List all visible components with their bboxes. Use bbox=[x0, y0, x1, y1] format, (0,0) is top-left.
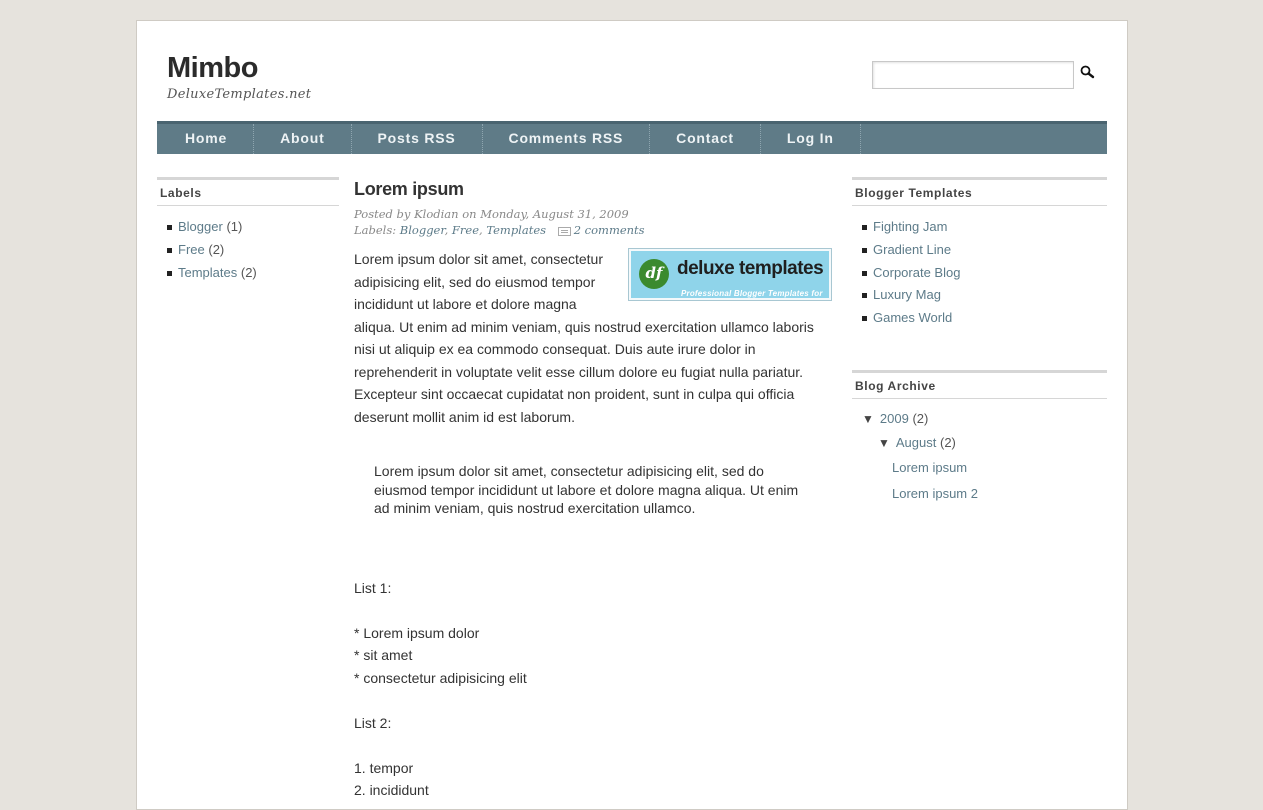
archive-month-row bbox=[862, 431, 1107, 455]
label-link-templates[interactable]: Templates bbox=[178, 264, 238, 280]
post-date: Monday, August 31, 2009 bbox=[480, 207, 629, 221]
archive-month-link[interactable]: August bbox=[895, 434, 937, 450]
archive-post-link[interactable]: Lorem ipsum 2 bbox=[892, 485, 978, 501]
list1-title: List 1: bbox=[354, 579, 392, 596]
post-byline bbox=[354, 206, 832, 222]
label-separator: , bbox=[444, 223, 452, 237]
comments-link[interactable]: 2 comments bbox=[573, 223, 645, 237]
post-title[interactable]: Lorem ipsum bbox=[354, 179, 464, 199]
template-item bbox=[862, 307, 1107, 330]
label-link-free[interactable]: Free bbox=[178, 241, 205, 257]
right-sidebar bbox=[852, 177, 1107, 507]
archive-post-link[interactable]: Lorem ipsum bbox=[892, 459, 968, 475]
blockquote: Lorem ipsum dolor sit amet, consectetur adipisicing elit, sed do eiusmod tempor incididunt ut labore et dolore magna aliqua. Ut enim ad minim veniam, quis nostrud exercitation ullamco. bbox=[374, 463, 799, 516]
blog-description: DeluxeTemplates.net bbox=[167, 87, 312, 102]
template-link-corporate-blog[interactable]: Corporate Blog bbox=[873, 264, 961, 280]
blogger-templates-title: Blogger Templates bbox=[852, 177, 1107, 206]
search-icon[interactable] bbox=[1079, 64, 1097, 82]
nav-log-in[interactable]: Log In bbox=[761, 124, 861, 154]
template-link-luxury-mag[interactable]: Luxury Mag bbox=[873, 287, 941, 303]
nav-posts-rss[interactable]: Posts RSS bbox=[352, 124, 483, 154]
list2-item: 2. incididunt bbox=[354, 782, 429, 798]
post-label-free[interactable]: Free bbox=[451, 223, 480, 237]
list1-item: * sit amet bbox=[354, 647, 413, 663]
template-item bbox=[862, 216, 1107, 239]
label-item bbox=[167, 216, 339, 239]
post-paragraph: Lorem ipsum dolor sit amet, consectetur adipisicing elit, sed do eiusmod tempor incididunt ut labore et dolore magna aliqua. Ut enim ad minim veniam, quis nostrud exercitation ullamco laboris nisi ut aliquip ex ea commodo consequat. Duis aute irure dolor in reprehenderit in voluptate velit esse cillum dolore eu fugiat nulla pariatur. Excepteur sint occaecat cupidatat non proident, sunt in culpa qui officia deserunt mollit anim id est laborum. bbox=[354, 251, 814, 425]
label-separator: , bbox=[479, 223, 487, 237]
post-labels bbox=[354, 222, 832, 239]
page-container bbox=[136, 20, 1128, 810]
blog-title[interactable]: Mimbo bbox=[167, 52, 258, 84]
labels-prefix: Labels: bbox=[354, 223, 400, 237]
list1-item: * Lorem ipsum dolor bbox=[354, 624, 480, 641]
banner-text: deluxe templates bbox=[677, 258, 824, 279]
blog-archive bbox=[852, 370, 1107, 507]
banner-subtext: Professional Blogger Templates for Free bbox=[681, 289, 823, 321]
blog-archive-title: Blog Archive bbox=[852, 370, 1107, 399]
template-item bbox=[862, 239, 1107, 262]
label-count: (2) bbox=[240, 264, 257, 280]
label-count: (2) bbox=[208, 241, 225, 257]
comment-icon bbox=[558, 227, 571, 236]
archive-post bbox=[862, 455, 1107, 481]
banner-inner bbox=[631, 251, 829, 321]
archive-year-count: (2) bbox=[912, 410, 929, 426]
search-input[interactable] bbox=[872, 61, 1074, 89]
archive-post bbox=[862, 481, 1107, 507]
list2-item: 1. tempor bbox=[354, 759, 414, 776]
list2-title: List 2: bbox=[354, 714, 392, 731]
post-body bbox=[354, 248, 832, 428]
label-item bbox=[167, 262, 339, 285]
template-item bbox=[862, 284, 1107, 307]
label-count: (1) bbox=[226, 219, 243, 234]
label-link-blogger[interactable]: Blogger bbox=[178, 219, 223, 234]
main-nav bbox=[157, 121, 1107, 154]
df-logo-icon: df bbox=[639, 259, 669, 289]
posted-by-prefix: Posted by bbox=[354, 207, 415, 221]
nav-about[interactable]: About bbox=[254, 124, 351, 154]
triangle-down-icon[interactable]: ▼ bbox=[862, 411, 874, 426]
archive-year-link[interactable]: 2009 bbox=[879, 410, 909, 426]
post-on: on bbox=[458, 207, 481, 221]
template-link-games-world[interactable]: Games World bbox=[873, 310, 953, 326]
list1-item: * consectetur adipisicing elit bbox=[354, 669, 527, 686]
labels-list bbox=[157, 206, 339, 284]
template-link-gradient-line[interactable]: Gradient Line bbox=[873, 241, 952, 257]
post bbox=[354, 177, 832, 802]
list2 bbox=[354, 757, 832, 802]
list1 bbox=[354, 622, 832, 690]
archive-month-count: (2) bbox=[940, 434, 956, 450]
label-item bbox=[167, 239, 339, 262]
post-label-templates[interactable]: Templates bbox=[486, 223, 547, 237]
archive-tree bbox=[852, 399, 1107, 507]
deluxe-templates-banner[interactable] bbox=[628, 248, 832, 321]
template-item bbox=[862, 262, 1107, 285]
post-author: Klodian bbox=[414, 207, 459, 221]
template-link-fighting-jam[interactable]: Fighting Jam bbox=[873, 219, 948, 234]
archive-year-row bbox=[862, 407, 1107, 431]
triangle-down-icon[interactable]: ▼ bbox=[878, 435, 890, 450]
labels-title: Labels bbox=[157, 177, 339, 206]
nav-home[interactable]: Home bbox=[157, 124, 254, 154]
nav-comments-rss[interactable]: Comments RSS bbox=[483, 124, 651, 154]
nav-contact[interactable]: Contact bbox=[650, 124, 761, 154]
blogger-templates-list bbox=[852, 206, 1107, 330]
post-label-blogger[interactable]: Blogger bbox=[399, 223, 445, 237]
left-sidebar bbox=[157, 177, 339, 284]
